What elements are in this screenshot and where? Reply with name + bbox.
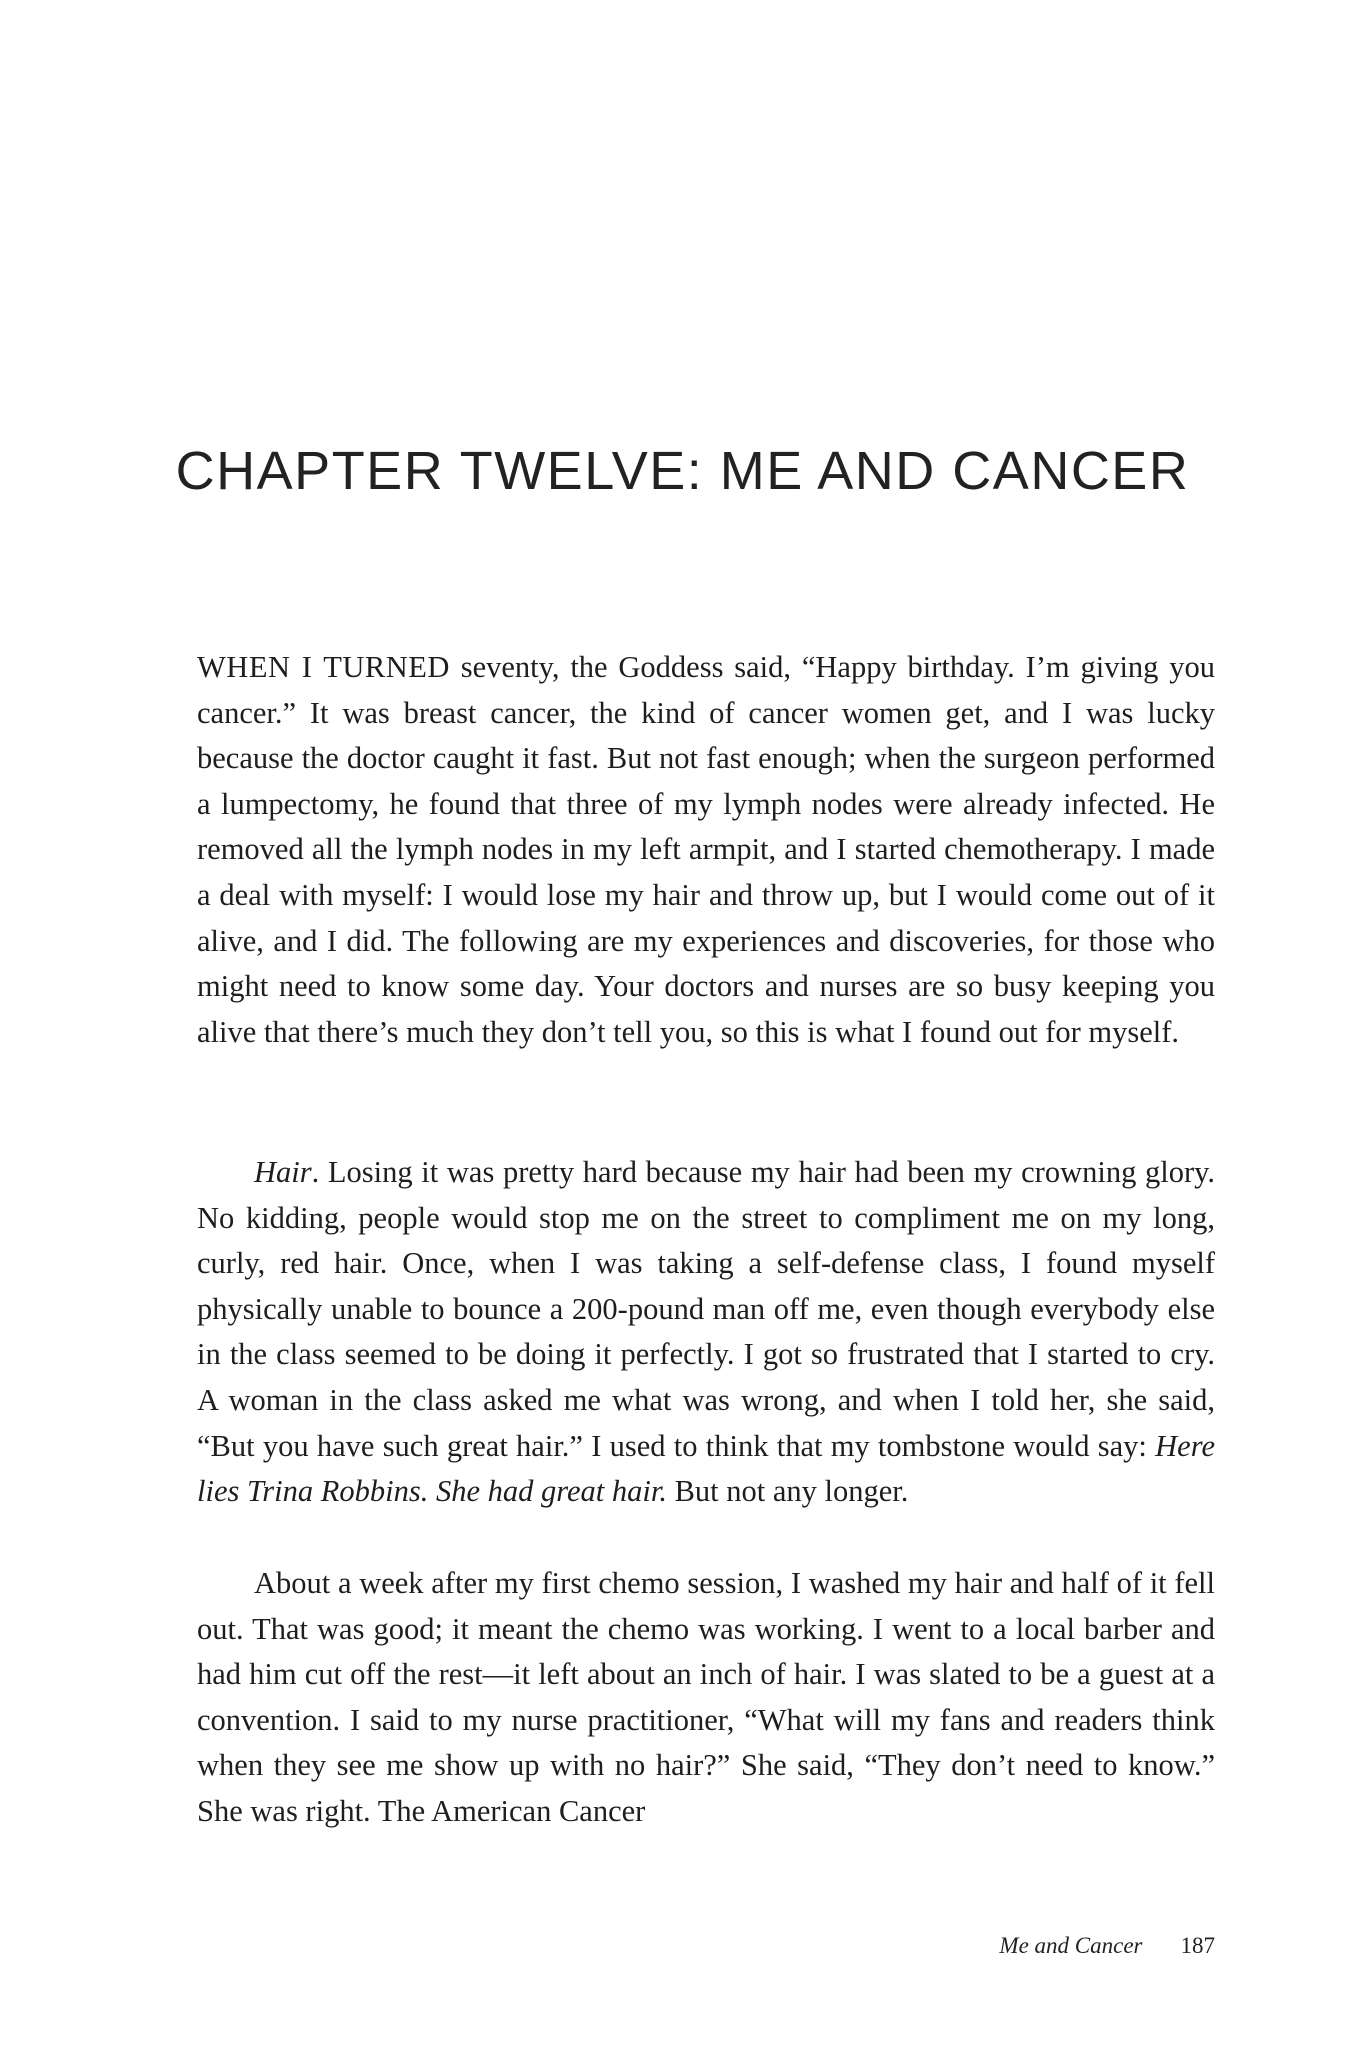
paragraph-chemo <box>197 1561 1215 1835</box>
chapter-title: CHAPTER TWELVE: ME AND CANCER <box>175 441 1190 501</box>
paragraph-text: seventy, the Goddess said, “Happy birthday. I’m giving you cancer.” It was breast cancer, the kind of cancer women get, and I was lucky because the doctor caught it fast. But not fast enough; when the surgeon performed a lumpectomy, he found that three of my lymph nodes were already infected. He removed all the lymph nodes in my left armpit, and I started chemotherapy. I made a deal with myself: I would lose my hair and throw up, but I would come out of it alive, and I did. The following are my experiences and discoveries, for those who might need to know some day. Your doctors and nurses are so busy keeping you alive that there’s much they don’t tell you, so this is what I found out for myself. <box>197 650 1215 1049</box>
page-footer <box>999 1933 1215 1959</box>
paragraph-lead-in: WHEN I TURNED <box>197 650 450 684</box>
tombstone-quote: Here lies Trina Robbins. She had great hair. <box>197 1428 1215 1509</box>
section-run-in-heading: Hair <box>254 1155 312 1189</box>
paragraph-intro <box>197 645 1215 1055</box>
paragraph-text: About a week after my first chemo session, I washed my hair and half of it fell out. That was good; it meant the chemo was working. I went to a local barber and had him cut off the rest—it left about an inch of hair. I was slated to be a guest at a convention. I said to my nurse practitioner, “What will my fans and readers think when they see me show up with no hair?” She said, “They don’t need to know.” She was right. The American Cancer <box>197 1566 1215 1828</box>
paragraph-hair <box>197 1150 1215 1515</box>
page-number: 187 <box>1180 1933 1215 1958</box>
paragraph-tail: But not any longer. <box>666 1474 909 1509</box>
paragraph-text: . Losing it was pretty hard because my hair had been my crowning glory. No kidding, people would stop me on the street to compliment me on my long, curly, red hair. Once, when I was taking a self-defense class, I found myself physically unable to bounce a 200-pound man off me, even though everybody else in the class seemed to be doing it perfectly. I got so frustrated that I started to cry. A woman in the class asked me what was wrong, and when I told her, she said, “But you have such great hair.” I used to think that my tombstone would say: <box>197 1155 1215 1463</box>
running-head: Me and Cancer <box>999 1933 1143 1958</box>
